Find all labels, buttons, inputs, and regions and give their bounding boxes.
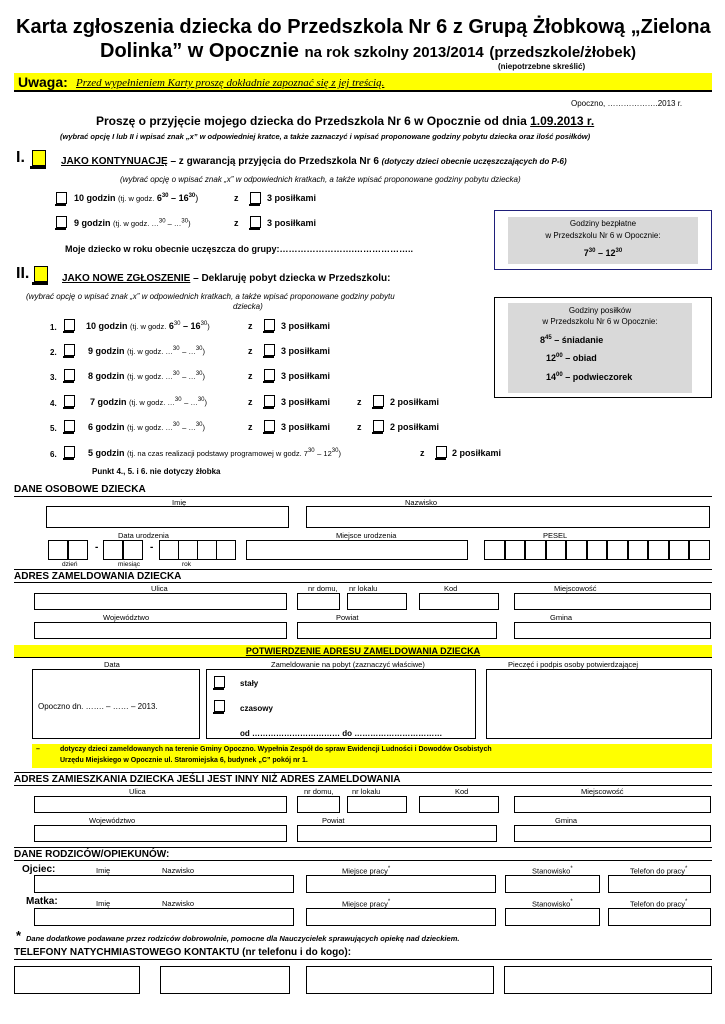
dob-digit-cell[interactable] [159,540,179,560]
s2-row-num: 1. [50,323,57,332]
res-label-ulica: Ulica [129,787,146,796]
s1-opt1-z: z [234,193,239,203]
child-last-name-input[interactable] [306,506,710,528]
warning-text: Przed wypełnieniem Karty proszę dokładnie zapoznać się z jej treścią. [76,77,385,89]
father-label-praca: Miejsce pracy* [342,866,391,876]
date-line: Opoczno, ……………….2013 r. [571,99,683,108]
s2-row-meals3: 3 posiłkami [281,321,331,331]
mother-label-nazwisko: Nazwisko [162,899,195,908]
title-line-1: Karta zgłoszenia dziecka do Przedszkola Nr 6 z Grupą Żłobkową „Zielona [16,16,711,38]
personal-section-title: DANE OSOBOWE DZIECKA [14,483,712,497]
s2-row-z: z [248,321,253,331]
footnote-star: * [16,928,22,943]
addr-zip-input[interactable] [419,593,499,610]
stay-temporary-checkbox[interactable] [214,700,225,712]
dob-digit-cell[interactable] [178,540,198,560]
section-1-checkbox[interactable] [32,150,46,166]
mother-label-imie: Imię [96,899,111,908]
father-workplace-input[interactable] [306,875,496,893]
s2-row-meals2-checkbox[interactable] [436,446,447,458]
res-label-gmina: Gmina [555,816,578,825]
dob-digit-cell[interactable] [103,540,123,560]
label-day: dzień [62,561,78,568]
dob-digit-cell[interactable] [197,540,217,560]
addr-flat-input[interactable] [347,593,407,610]
addr-label-gmina: Gmina [550,613,573,622]
section-2-roman: II. [16,265,30,282]
meal-lunch: $12^{00}$ – obiad [546,353,597,363]
confirm-label-zamel: Zameldowanie na pobyt (zaznaczyć właściwe) [271,660,425,669]
mother-label-telefon: Telefon do pracy* [630,899,688,909]
s2-row-checkbox[interactable] [64,369,75,381]
s2-row-z2: z [357,397,362,407]
s1-opt1-checkbox[interactable] [56,192,67,204]
free-hours-l1: Godziny bezpłatne [569,219,637,228]
father-position-input[interactable] [505,875,600,893]
res-label-powiat: Powiat [322,816,345,825]
addr-commune-input[interactable] [514,622,711,639]
parents-footnote: Dane dodatkowe podawane przez rodziców dobrowolnie, pomocne dla Nauczycielek sprawujących opiekę nad dzieckiem. [26,934,460,943]
s1-opt1-meals-checkbox[interactable] [250,192,261,204]
res-label-woj: Województwo [89,816,136,825]
emergency-phone-1[interactable] [14,966,140,994]
mother-position-input[interactable] [505,908,600,926]
confirm-label-data: Data [104,660,120,669]
father-phone-input[interactable] [608,875,711,893]
addr-label-ulica: Ulica [151,584,168,593]
section-2-heading: JAKO NOWE ZGŁOSZENIE – Deklaruję pobyt dziecka w Przedszkolu: [62,273,391,284]
child-first-name-input[interactable] [46,506,289,528]
parents-section-title: DANE RODZICÓW/OPIEKUNÓW: [14,847,712,861]
res-label-kod: Kod [455,787,469,796]
pesel-digit-cell[interactable] [546,540,567,560]
confirm-note-2: Urzędu Miejskiego w Opocznie ul. Staromiejska 6, budynek „C” pokój nr 1. [60,757,308,764]
addr-city-input[interactable] [514,593,711,610]
father-label: Ojciec: [22,864,56,875]
pesel-digit-cell[interactable] [484,540,505,560]
warning-label: Uwaga: [18,74,68,90]
group-question[interactable]: Moje dziecko w roku obecnie uczęszcza do grupy:…………………….……………….. [65,244,414,254]
confirm-label-stamp: Pieczęć i podpis osoby potwierdzającej [508,660,639,669]
s2-row-num: 5. [50,424,57,433]
s2-row-num: 3. [50,373,57,382]
dob-digit-cell[interactable] [48,540,68,560]
s2-row-meals2-checkbox[interactable] [373,420,384,432]
section-2-footnote: Punkt 4., 5. i 6. nie dotyczy żłobka [92,467,221,476]
pesel-digit-cell[interactable] [566,540,587,560]
s2-row-checkbox[interactable] [64,446,75,458]
section-2-checkbox[interactable] [34,266,48,282]
free-hours-time: $7^{30} - 12^{30}$ [583,248,623,258]
dob-digit-cell[interactable] [216,540,236,560]
s1-opt1-meals: 3 posiłkami [267,193,317,203]
s2-row-num: 2. [50,348,57,357]
s2-row-z: z [248,346,253,356]
s2-row-checkbox[interactable] [64,319,75,331]
res-county-input[interactable] [297,825,497,842]
addr-label-city: Miejscowość [554,584,597,593]
s1-opt2-meals-checkbox[interactable] [250,216,261,228]
s2-row-meals2: 2 posiłkami [390,422,440,432]
s2-row-z: z [248,371,253,381]
father-label-imie: Imię [96,866,111,875]
label-year: rok [182,561,192,568]
res-label-city: Miejscowość [581,787,624,796]
s1-opt2-text: 9 godzin (tj. w godz. …$^{30}$ – …$^{30}$) [74,218,191,228]
father-label-telefon: Telefon do pracy* [630,866,688,876]
s2-row-meals2-checkbox[interactable] [373,395,384,407]
label-nazwisko: Nazwisko [405,498,438,507]
s2-row-meals3-checkbox[interactable] [264,395,275,407]
confirm-stamp-box[interactable] [486,669,712,739]
s1-opt2-meals: 3 posiłkami [267,218,317,228]
section-1-heading: JAKO KONTYNUACJĘ – z gwarancją przyjęcia do Przedszkola Nr 6 (dotyczy dzieci obecnie uczęszczających do P-6) [61,156,567,167]
addr-county-input[interactable] [297,622,497,639]
request-note: (wybrać opcję I lub II i wpisać znak „x” w odpowiedniej kratce, a także zaznaczyć i wpisać proponowane godziny pobytu dziecka oraz ilość posiłków) [60,132,591,141]
pesel-digit-cell[interactable] [525,540,546,560]
confirm-note-dash: – [36,746,40,753]
s2-row-meals3: 3 posiłkami [281,397,331,407]
stay-temporary-label: czasowy [240,704,273,713]
pesel-digit-cell[interactable] [648,540,669,560]
s2-row-z2: z [357,422,362,432]
addr-voivodeship-input[interactable] [34,622,287,639]
confirm-opoczno: Opoczno dn. ……. – …… – 2013. [38,702,158,711]
s2-row-meals3-checkbox[interactable] [264,369,275,381]
res-label-lok: nr lokalu [352,787,381,796]
father-label-nazwisko: Nazwisko [162,866,195,875]
section-2-note-2: dziecka) [233,302,263,311]
s2-row-meals3-checkbox[interactable] [264,344,275,356]
s1-opt2-checkbox[interactable] [56,216,67,228]
s2-row-meals3: 3 posiłkami [281,422,331,432]
stay-permanent-checkbox[interactable] [214,676,225,688]
dob-sep-1: - [95,542,99,553]
s2-row-text: 7 godzin (tj. w godz. …$^{30}$ – …$^{30}$) [90,397,208,407]
pesel-digit-cell[interactable] [628,540,649,560]
title-line-2: Dolinka” w Opocznie na rok szkolny 2013/2014 (przedszkole/żłobek) [100,40,637,62]
label-pob: Miejsce urodzenia [336,531,397,540]
address-section-title: ADRES ZAMELDOWANIA DZIECKA [14,569,712,583]
label-month: miesiąc [118,561,141,568]
res-street-input[interactable] [34,796,287,813]
section-1-roman: I. [16,149,25,166]
pesel-digit-cell[interactable] [689,540,710,560]
s2-row-text: 5 godzin (tj. na czas realizacji podstawy programowej w godz. $7^{30} - 12^{30}$) [88,448,341,458]
pesel-digit-cell[interactable] [669,540,690,560]
s2-row-checkbox[interactable] [64,420,75,432]
stay-period[interactable]: od …………………………… do …………………………… [240,729,443,738]
emergency-phone-4[interactable] [504,966,712,994]
mother-workplace-input[interactable] [306,908,496,926]
mother-name-input[interactable] [34,908,294,926]
s2-row-num: 6. [50,450,57,459]
section-1-note: (wybrać opcję o wpisać znak „x” w odpowiednich kratkach, a także wpisać proponowane godziny pobytu dziecka) [120,175,521,184]
s2-row-text: 8 godzin (tj. w godz. …$^{30}$ – …$^{30}$) [88,371,206,381]
addr-label-lok: nr lokalu [349,584,378,593]
s2-row-z: z [248,397,253,407]
pesel-digit-cell[interactable] [505,540,526,560]
confirm-note-1: dotyczy dzieci zameldowanych na terenie Gminy Opoczno. Wypełnia Zespół do spraw Ewidencji Ludności i Dowodów Osobistych [60,746,492,753]
meal-snack: $14^{00}$ – podwieczorek [546,372,633,382]
emergency-phone-3[interactable] [306,966,494,994]
s1-opt1-text: 10 godzin (tj. w godz. $6^{30} - 16^{30}$) [74,193,199,203]
pesel-digit-cell[interactable] [607,540,628,560]
confirm-title: POTWIERDZENIE ADRESU ZAMELDOWANIA DZIECKA [245,646,481,656]
addr-label-powiat: Powiat [336,613,359,622]
mother-label: Matka: [26,896,58,907]
res-label-nr: nr domu, [304,787,334,796]
residence-section-title: ADRES ZAMIESZKANIA DZIECKA JEŚLI JEST INNY NIŻ ADRES ZAMELDOWANIA [14,772,712,786]
s2-row-z: z [420,448,425,458]
s2-row-meals2: 2 posiłkami [452,448,502,458]
request-text: Proszę o przyjęcie mojego dziecka do Przedszkola Nr 6 w Opocznie od dnia 1.09.2013 r. [96,114,595,128]
label-dob: Data urodzenia [118,531,169,540]
stay-permanent-label: stały [240,679,259,688]
s2-row-text: 9 godzin (tj. w godz. …$^{30}$ – …$^{30}$) [88,346,206,356]
addr-label-woj: Województwo [103,613,150,622]
s2-row-meals3-checkbox[interactable] [264,319,275,331]
s2-row-meals3-checkbox[interactable] [264,420,275,432]
meals-l1: Godziny posiłków [568,306,632,315]
s2-row-checkbox[interactable] [64,395,75,407]
emergency-phone-2[interactable] [160,966,290,994]
s2-row-checkbox[interactable] [64,344,75,356]
father-name-input[interactable] [34,875,294,893]
s2-row-z: z [248,422,253,432]
father-label-stanowisko: Stanowisko* [532,866,573,876]
mother-label-stanowisko: Stanowisko* [532,899,573,909]
dob-sep-2: - [150,542,154,553]
s2-row-text: 10 godzin (tj. w godz. $6^{30} - 16^{30}$) [86,321,210,331]
s2-row-text: 6 godzin (tj. w godz. …$^{30}$ – …$^{30}$) [88,422,206,432]
label-pesel: PESEL [543,531,568,540]
pesel-digit-cell[interactable] [587,540,608,560]
res-flat-input[interactable] [347,796,407,813]
res-zip-input[interactable] [419,796,499,813]
mother-phone-input[interactable] [608,908,711,926]
addr-street-input[interactable] [34,593,287,610]
label-imie: Imię [172,498,187,507]
birthplace-input[interactable] [246,540,468,560]
res-house-input[interactable] [297,796,340,813]
res-commune-input[interactable] [514,825,711,842]
s2-row-meals3: 3 posiłkami [281,346,331,356]
addr-label-kod: Kod [444,584,458,593]
mother-label-praca: Miejsce pracy* [342,899,391,909]
meals-l2: w Przedszkolu Nr 6 w Opocznie: [542,317,658,326]
emergency-section-title: TELEFONY NATYCHMIASTOWEGO KONTAKTU (nr telefonu i do kogo): [14,946,712,960]
addr-label-nr: nr domu, [308,584,338,593]
res-voivodeship-input[interactable] [34,825,287,842]
free-hours-l2: w Przedszkolu Nr 6 w Opocznie: [545,231,661,240]
res-city-input[interactable] [514,796,711,813]
addr-house-input[interactable] [297,593,340,610]
cross-out-note: (niepotrzebne skreślić) [498,62,586,71]
s2-row-num: 4. [50,399,57,408]
dob-digit-cell[interactable] [123,540,143,560]
dob-digit-cell[interactable] [68,540,88,560]
s1-opt2-z: z [234,218,239,228]
section-2-note-1: (wybrać opcję o wpisać znak „x” w odpowiednich kratkach, a także wpisać proponowane godziny pobytu [26,292,395,301]
s2-row-meals2: 2 posiłkami [390,397,440,407]
meal-breakfast: $8^{45}$ – śniadanie [540,335,604,345]
s2-row-meals3: 3 posiłkami [281,371,331,381]
